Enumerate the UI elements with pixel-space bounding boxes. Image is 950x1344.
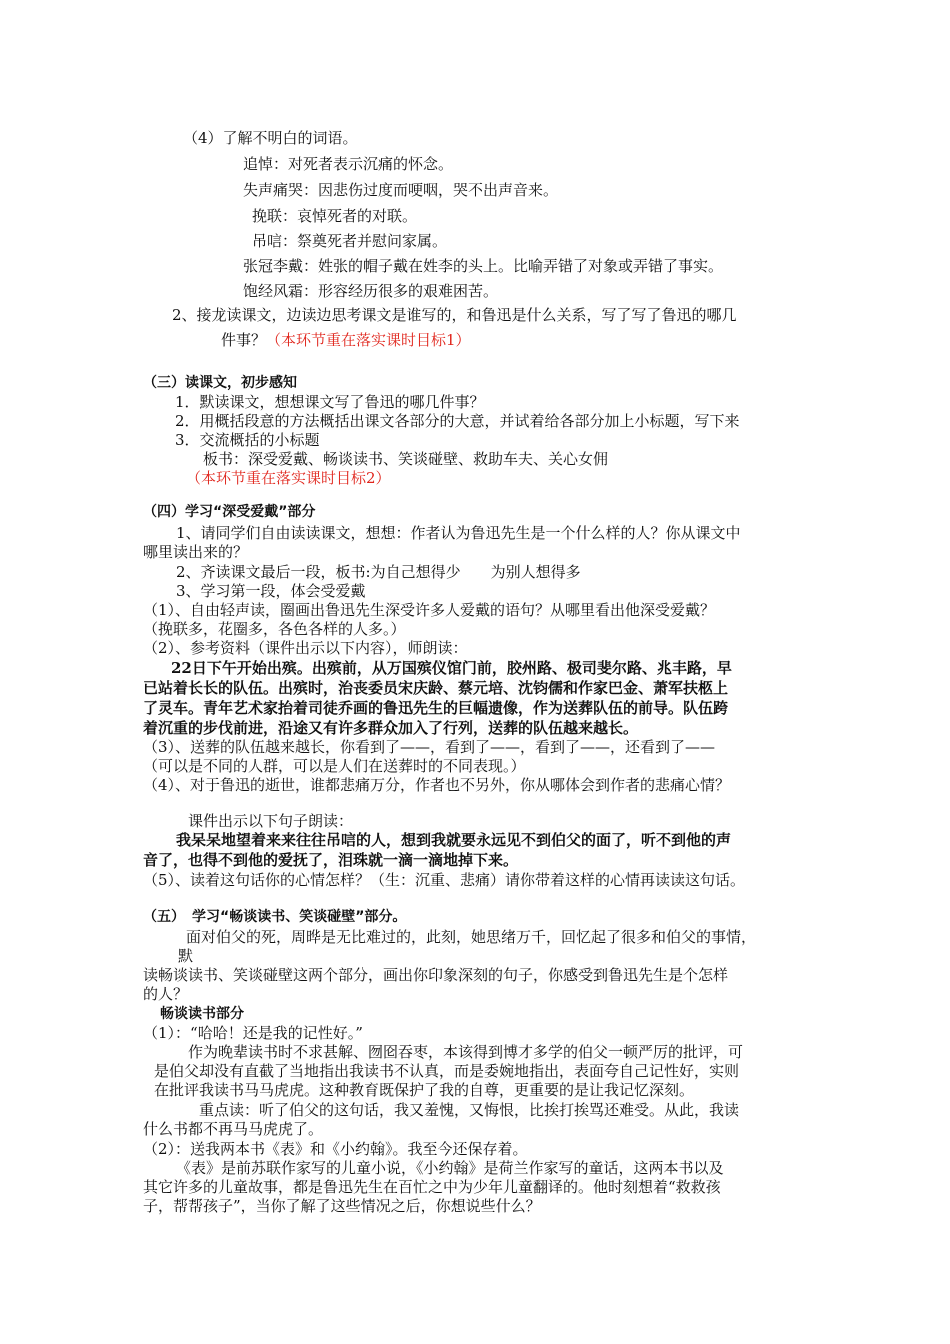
- section-5-intro: 的人？: [143, 985, 189, 1003]
- goal-note: （本环节重在落实课时目标2）: [186, 469, 391, 487]
- quote-line: 22日下午开始出殡。出殡前，从万国殡仪馆门前，胶州路、极司斐尔路、兆丰路，早: [171, 659, 732, 677]
- courseware-cue: 课件出示以下句子朗读：: [188, 812, 354, 830]
- section-3-item: 2．用概括段意的方法概括出课文各部分的大意，并试着给各部分加上小标题，写下来: [175, 412, 740, 430]
- step2-question-end: 件事？: [221, 331, 267, 349]
- vocab-item: 挽联：哀悼死者的对联。: [252, 207, 418, 225]
- section-4-sub-answer: （可以是不同的人群，可以是人们在送葬时的不同表现。）: [143, 757, 526, 775]
- section-5-text: 在批评我读书马马虎虎。这种教育既保护了我的自尊，更重要的是让我记忆深刻。: [154, 1081, 695, 1099]
- section-5-intro: 默: [178, 947, 194, 965]
- board-note: 板书：深受爱戴、畅谈读书、笑谈碰壁、救助车夫、关心女佣: [203, 450, 609, 468]
- subsection-title: 畅谈读书部分: [160, 1006, 244, 1022]
- step2-line-cont: [221, 330, 471, 350]
- step2-line: 2、接龙读课文，边读边思考课文是谁写的，和鲁迅是什么关系，写了写了鲁迅的哪几: [172, 306, 737, 324]
- vocab-item: 失声痛哭：因悲伤过度而哽咽，哭不出声音来。: [243, 181, 559, 199]
- vocab-heading: （4）了解不明白的词语。: [183, 129, 358, 147]
- section-5-focus: 重点读：听了伯父的这句话，我又羞愧，又悔恨，比挨打挨骂还难受。从此，我读: [199, 1101, 740, 1119]
- section-5-text: 作为晚辈读书时不求甚解、囫囵吞枣，本该得到博才多学的伯父一顿严厉的批评，可: [188, 1043, 744, 1061]
- section-4-question-cont: 哪里读出来的？: [143, 543, 249, 561]
- quote-line: 了灵车。青年艺术家抬着司徒乔画的鲁迅先生的巨幅遗像，作为送葬队伍的前导。队伍跨: [143, 699, 729, 717]
- section-5-point: （1）：“哈哈！还是我的记性好。”: [143, 1024, 363, 1042]
- vocab-item: 张冠李戴：姓张的帽子戴在姓李的头上。比喻弄错了对象或弄错了事实。: [243, 257, 724, 275]
- section-3-title: （三）读课文，初步感知: [143, 375, 297, 391]
- section-5-text: 其它许多的儿童故事，都是鲁迅先生在百忙之中为少年儿童翻译的。他时刻想着“救救孩: [143, 1178, 721, 1196]
- section-3-item: 1．默读课文，想想课文写了鲁迅的哪几件事？: [175, 393, 485, 411]
- vocab-item: 吊唁：祭奠死者并慰问家属。: [252, 232, 448, 250]
- section-4-sub: （1）、自由轻声读，圈画出鲁迅先生深受许多人爱戴的语句？从哪里看出他深受爱戴？: [143, 601, 716, 619]
- section-4-sub: （4）、对于鲁迅的逝世，谁都悲痛万分，作者也不另外，你从哪体会到作者的悲痛心情？: [143, 776, 731, 794]
- vocab-item: 饱经风霜：形容经历很多的艰难困苦。: [243, 282, 499, 300]
- quote-line: 已站着长长的队伍。出殡时，治丧委员宋庆龄、蔡元培、沈钧儒和作家巴金、萧军扶柩上: [143, 679, 729, 697]
- goal-note: （本环节重在落实课时目标1）: [266, 331, 471, 349]
- section-5-text: 是伯父却没有直截了当地指出我读书不认真，而是委婉地指出，表面夸自己记性好，实则: [154, 1062, 740, 1080]
- section-4-sub: （2）、参考资料（课件出示以下内容），师朗读：: [143, 639, 468, 657]
- section-5-intro: 面对伯父的死，周晔是无比难过的，此刻，她思绪万千，回忆起了很多和伯父的事情，: [186, 928, 757, 946]
- section-5-text: 《表》是前苏联作家写的儿童小说，《小约翰》是荷兰作家写的童话，这两本书以及: [176, 1159, 724, 1177]
- section-4-question: 2、齐读课文最后一段，板书:为自己想得少 为别人想得多: [176, 563, 581, 581]
- key-sentence: 我呆呆地望着来来往往吊唁的人，想到我就要永远见不到伯父的面了，听不到他的声: [176, 831, 732, 849]
- section-4-sub-answer: （挽联多，花圈多，各色各样的人多。）: [143, 620, 406, 638]
- section-4-title: （四）学习“深受爱戴”部分: [143, 504, 316, 520]
- vocab-item: 追悼：对死者表示沉痛的怀念。: [243, 155, 454, 173]
- section-4-sub: （3）、送葬的队伍越来越长，你看到了——，看到了——，看到了——，还看到了——: [143, 738, 716, 756]
- section-4-question: 1、请同学们自由读读课文，想想：作者认为鲁迅先生是一个什么样的人？你从课文中: [176, 524, 741, 542]
- section-5-point: （2）：送我两本书《表》和《小约翰》。我至今还保存着。: [143, 1140, 528, 1158]
- section-5-focus: 什么书都不再马马虎虎了。: [143, 1120, 324, 1138]
- section-5-title: （五） 学习“畅谈读书、笑谈碰壁”部分。: [143, 909, 407, 925]
- section-3-item: 3．交流概括的小标题: [175, 431, 320, 449]
- section-5-text: 子，帮帮孩子”，当你了解了这些情况之后，你想说些什么？: [143, 1197, 541, 1215]
- section-4-question: 3、学习第一段，体会受爱戴: [176, 582, 366, 600]
- key-sentence: 音了，也得不到他的爱抚了，泪珠就一滴一滴地掉下来。: [143, 851, 519, 869]
- quote-line: 着沉重的步伐前进，沿途又有许多群众加入了行列，送葬的队伍越来越长。: [143, 719, 639, 737]
- section-4-sub: （5）、读着这句话你的心情怎样？（生：沉重、悲痛）请你带着这样的心情再读读这句话。: [143, 871, 746, 889]
- section-5-intro: 读畅谈读书、笑谈碰壁这两个部分，画出你印象深刻的句子，你感受到鲁迅先生是个怎样: [143, 966, 729, 984]
